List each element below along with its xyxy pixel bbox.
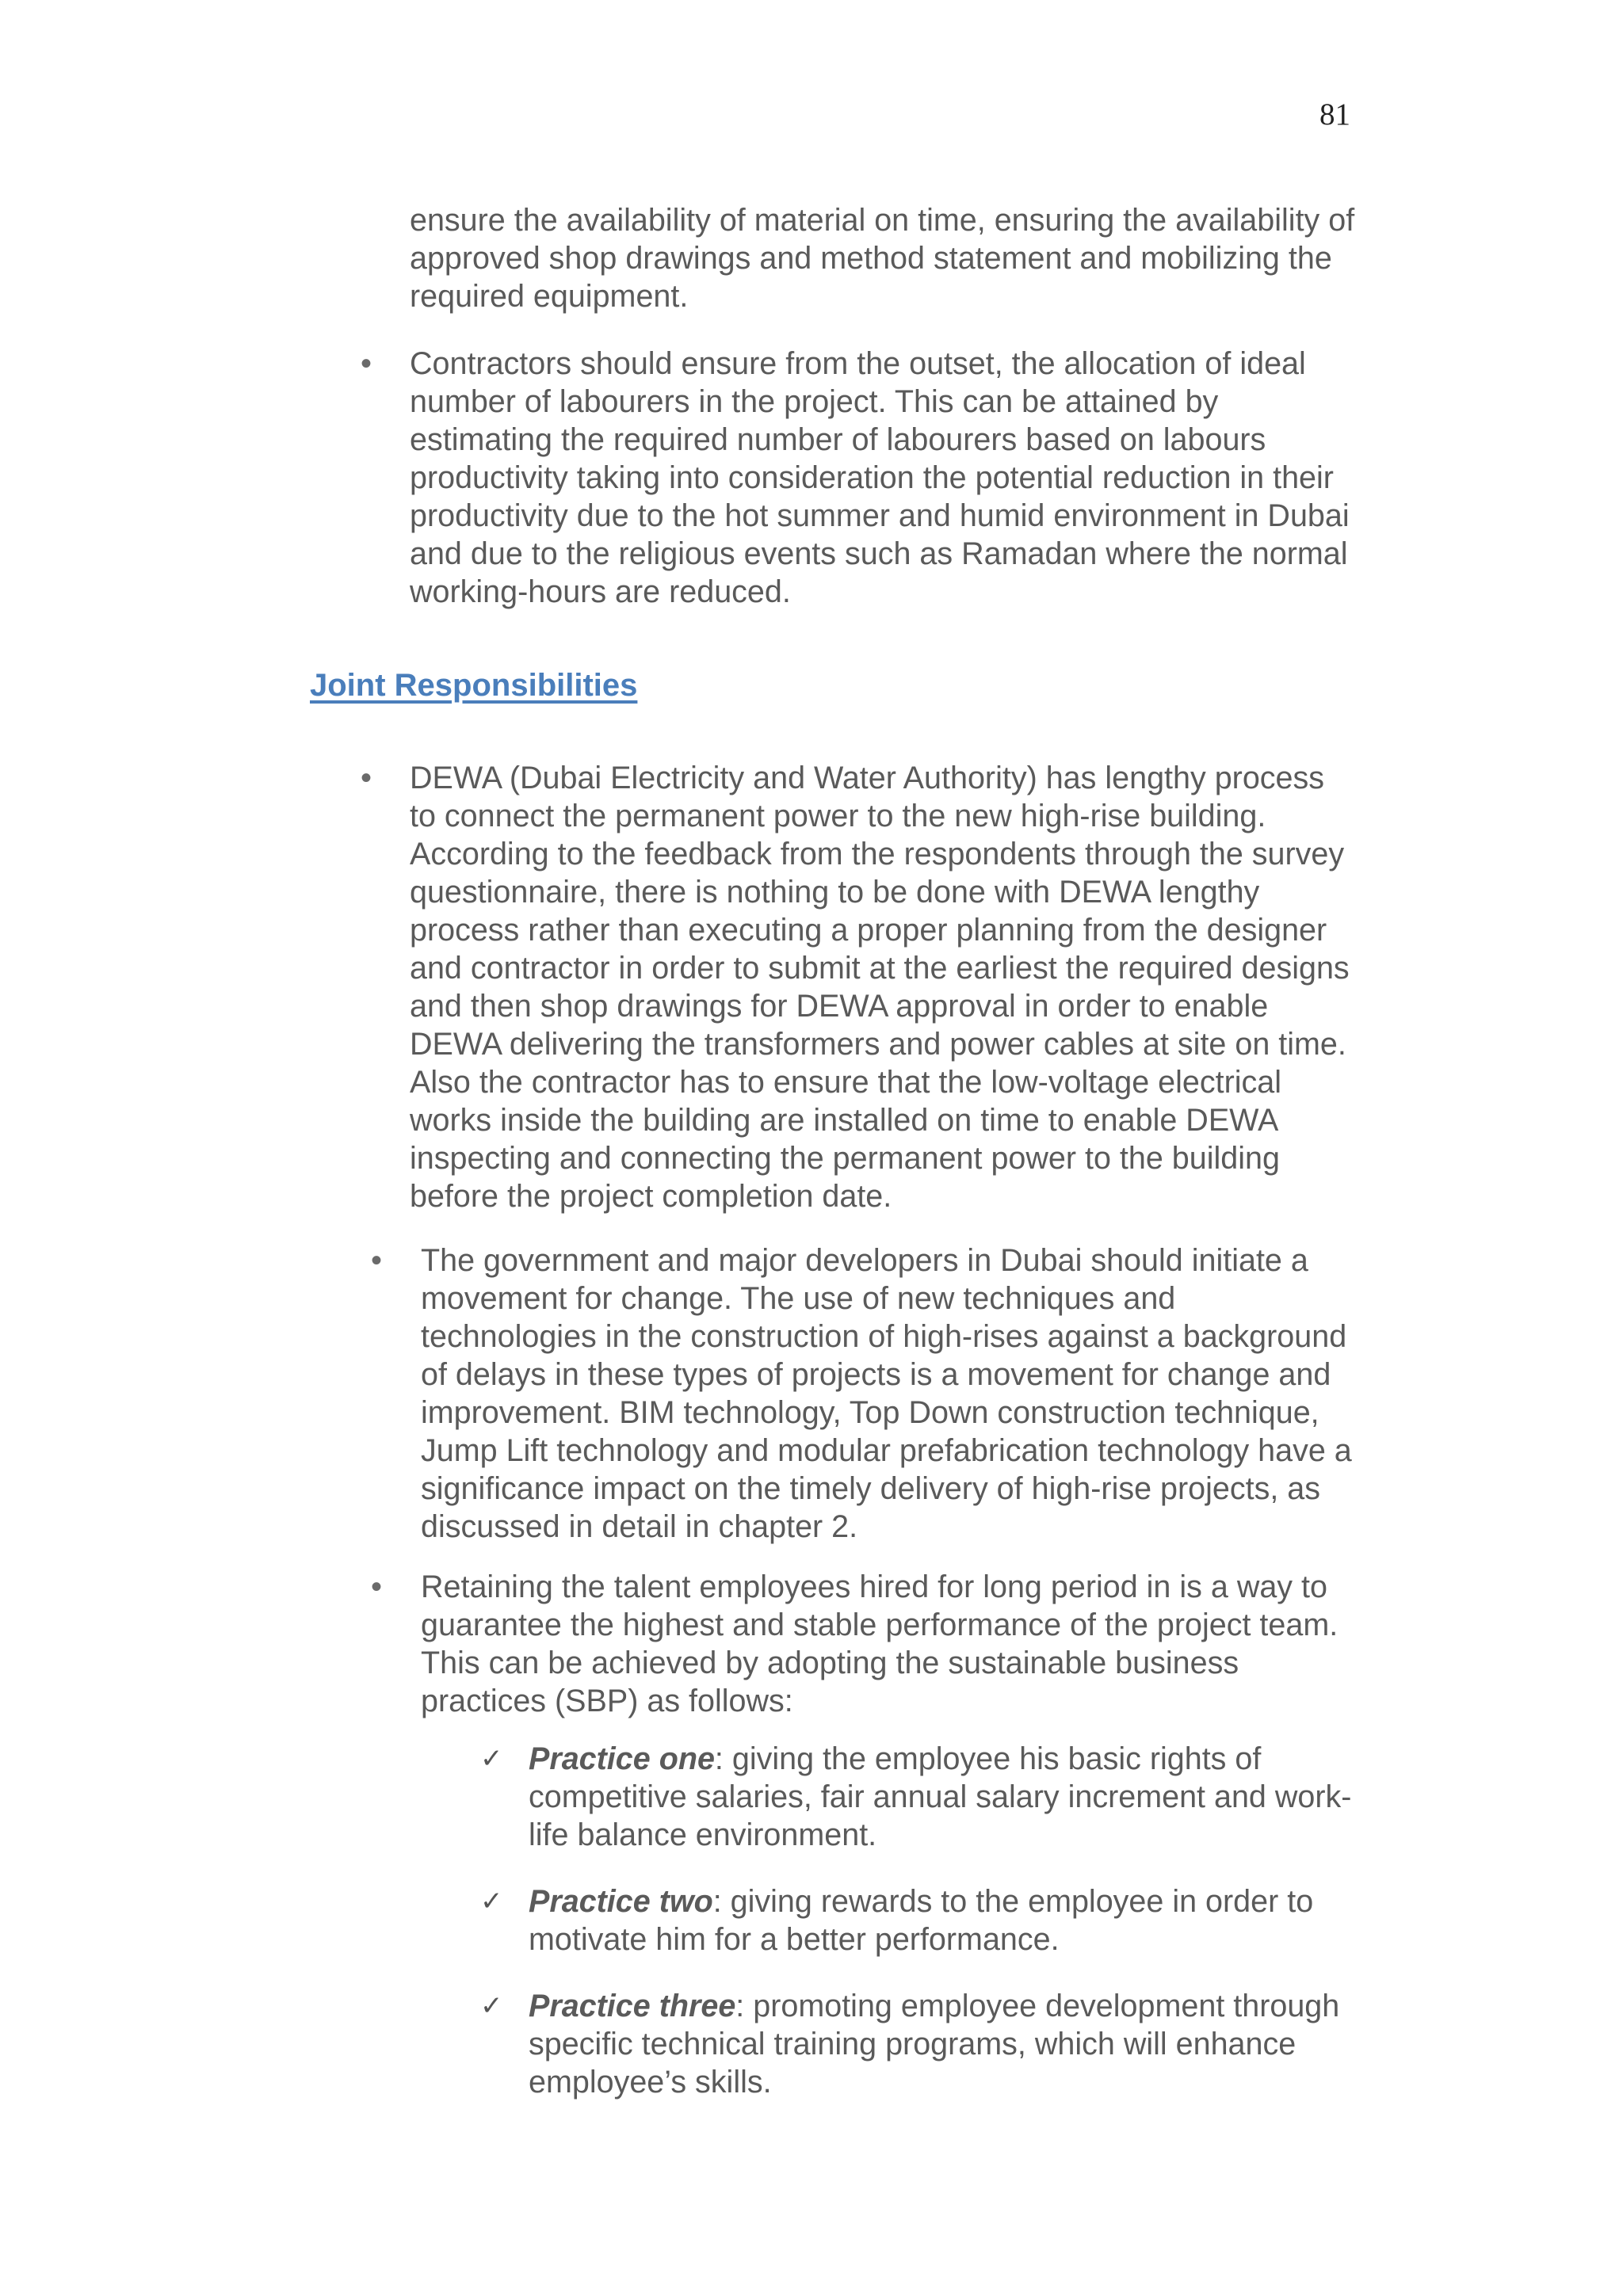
text-line: working-hours are reduced. (410, 574, 791, 609)
practice-first-line (529, 1740, 1351, 1778)
retaining-bullet-text (421, 1568, 1338, 1720)
text-line: life balance environment. (529, 1817, 877, 1852)
text-line: practices (SBP) as follows: (421, 1684, 793, 1718)
text-line: DEWA delivering the transformers and power cables at site on time. (410, 1027, 1346, 1062)
text-line: The government and major developers in Dubai should initiate a (421, 1243, 1308, 1278)
text-line: productivity due to the hot summer and humid environment in Dubai (410, 498, 1350, 533)
text-line: and contractor in order to submit at the earliest the required designs (410, 951, 1350, 986)
section-heading: Joint Responsibilities (310, 668, 638, 703)
practice-text: : promoting employee development through (735, 1989, 1340, 2023)
text-line: to connect the permanent power to the new high-rise building. (410, 799, 1266, 833)
text-line: process rather than executing a proper planning from the designer (410, 913, 1327, 948)
text-line: significance impact on the timely delivery of high-rise projects, as (421, 1471, 1321, 1506)
text-line: ensure the availability of material on time, ensuring the availability of (410, 203, 1355, 238)
text-line: inspecting and connecting the permanent power to the building (410, 1141, 1280, 1176)
checkmark-icon: ✓ (480, 1990, 503, 2022)
text-line: required equipment. (410, 279, 689, 314)
text-line: employee’s skills. (529, 2065, 772, 2100)
dewa-bullet-text (410, 759, 1350, 1215)
text-line: technologies in the construction of high-rises against a background (421, 1319, 1347, 1354)
practice-one-text (529, 1740, 1351, 1854)
text-line: of delays in these types of projects is a movement for change and (421, 1357, 1331, 1392)
government-bullet-text (421, 1241, 1352, 1546)
text-line: DEWA (Dubai Electricity and Water Authority) has lengthy process (410, 761, 1325, 795)
practice-text: : giving rewards to the employee in order to (712, 1884, 1314, 1919)
text-line: productivity taking into consideration the potential reduction in their (410, 460, 1334, 495)
practice-title: Practice two (529, 1884, 713, 1919)
text-line: motivate him for a better performance. (529, 1922, 1060, 1957)
text-line: works inside the building are installed on time to enable DEWA (410, 1103, 1279, 1138)
text-line: estimating the required number of labourers based on labours (410, 422, 1266, 457)
checkmark-icon: ✓ (480, 1886, 503, 1917)
text-line: This can be achieved by adopting the sustainable business (421, 1646, 1239, 1680)
text-line: approved shop drawings and method statement and mobilizing the (410, 241, 1332, 276)
page-number: 81 (1319, 97, 1350, 132)
text-line: improvement. BIM technology, Top Down construction technique, (421, 1395, 1319, 1430)
text-line: guarantee the highest and stable performance of the project team. (421, 1608, 1338, 1642)
practice-text: : giving the employee his basic rights of (714, 1741, 1262, 1776)
text-line: Also the contractor has to ensure that the low-voltage electrical (410, 1065, 1282, 1100)
text-line: discussed in detail in chapter 2. (421, 1509, 858, 1544)
practice-title: Practice three (529, 1989, 736, 2023)
text-line: and then shop drawings for DEWA approval in order to enable (410, 989, 1269, 1024)
text-line: and due to the religious events such as Ramadan where the normal (410, 536, 1348, 571)
intro-paragraph (410, 201, 1354, 315)
bullet-icon: • (361, 761, 372, 795)
practice-three-text (529, 1987, 1339, 2101)
text-line: number of labourers in the project. This can be attained by (410, 384, 1219, 419)
text-line: Contractors should ensure from the outset, the allocation of ideal (410, 346, 1306, 381)
checkmark-icon: ✓ (480, 1743, 503, 1775)
bullet-icon: • (371, 1243, 383, 1278)
text-line: before the project completion date. (410, 1179, 892, 1214)
practice-two-text (529, 1882, 1313, 1958)
text-line: Jump Lift technology and modular prefabrication technology have a (421, 1433, 1352, 1468)
practice-first-line (529, 1987, 1339, 2025)
contractor-bullet-text (410, 345, 1350, 611)
text-line: Retaining the talent employees hired for long period in is a way to (421, 1569, 1327, 1604)
text-line: According to the feedback from the respondents through the survey (410, 837, 1345, 871)
bullet-icon: • (361, 346, 372, 381)
practice-first-line (529, 1882, 1313, 1920)
text-line: movement for change. The use of new techniques and (421, 1281, 1176, 1316)
practice-title: Practice one (529, 1741, 715, 1776)
bullet-icon: • (371, 1569, 383, 1604)
text-line: competitive salaries, fair annual salary increment and work- (529, 1779, 1352, 1814)
text-line: specific technical training programs, which will enhance (529, 2027, 1296, 2061)
text-line: questionnaire, there is nothing to be done with DEWA lengthy (410, 875, 1260, 910)
